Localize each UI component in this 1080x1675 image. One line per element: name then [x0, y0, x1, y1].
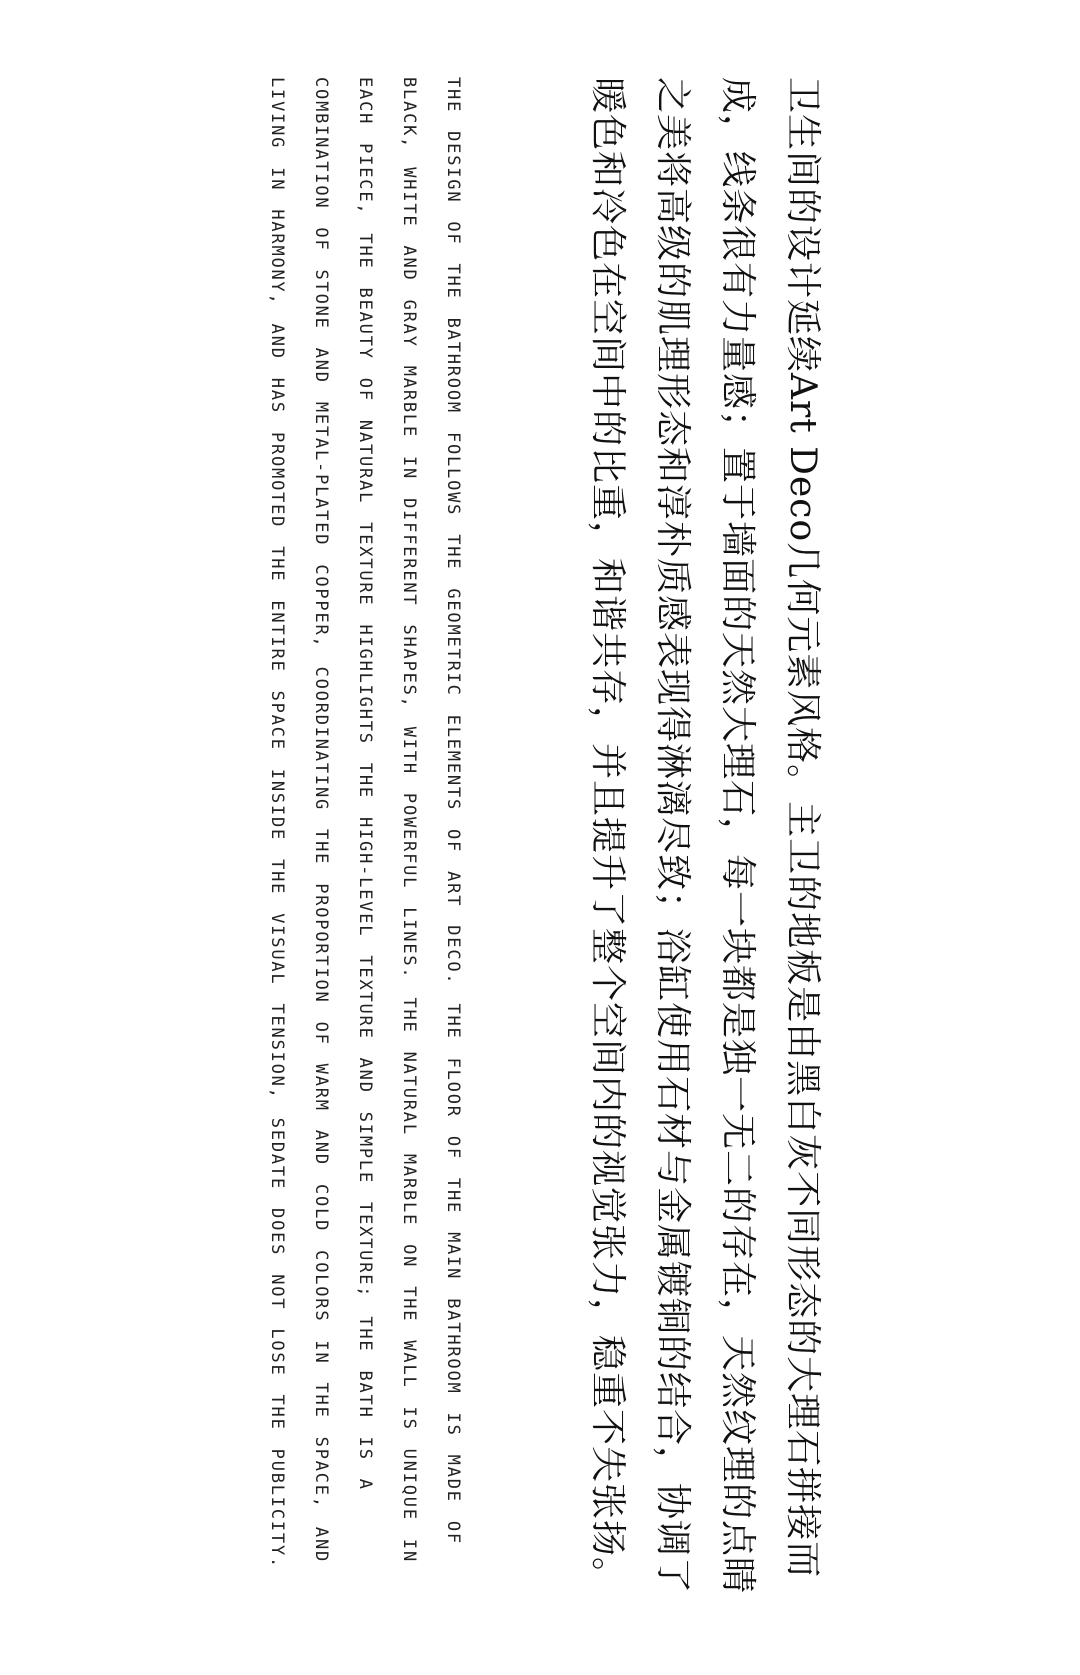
chinese-description-paragraph: 卫生间的设计延续Art Deco几何元素风格。主卫的地板是由黑白灰不同形态的大理石拼接而成，线条很有力量感；置于墙面的天然大理石，每一块都是独一无二的存在，天然纹理的点睛之美将高级的肌理形态和淳朴质感表现得淋漓尽致；浴缸使用石材与金属镀铜的结合，协调了暖色和冷色在空间中的比重，和谐共存，并且提升了整个空间内的视觉张力，稳重不失张扬。	[587, 77, 823, 1595]
english-description-paragraph: THE DESIGN OF THE BATHROOM FOLLOWS THE GEOMETRIC ELEMENTS OF ART DECO. THE FLOOR OF THE MAIN BATHROOM IS MADE OF BLACK, WHITE AND GRAY MARBLE IN DIFFERENT SHAPES, WITH POWERFUL LINES. THE NATURAL MARBLE ON THE WALL IS UNIQUE IN EACH PIECE, THE BEAUTY OF NATURAL TEXTURE HIGHLIGHTS THE HIGH-LEVEL TEXTURE AND SIMPLE TEXTURE; THE BATH IS A COMBINATION OF STONE AND METAL-PLATED COPPER, COORDINATING THE PROPORTION OF WARM AND COLD COLORS IN THE SPACE, AND LIVING IN HARMONY, AND HAS PROMOTED THE ENTIRE SPACE INSIDE THE VISUAL TENSION, SEDATE DOES NOT LOSE THE PUBLICITY.	[267, 77, 463, 1570]
